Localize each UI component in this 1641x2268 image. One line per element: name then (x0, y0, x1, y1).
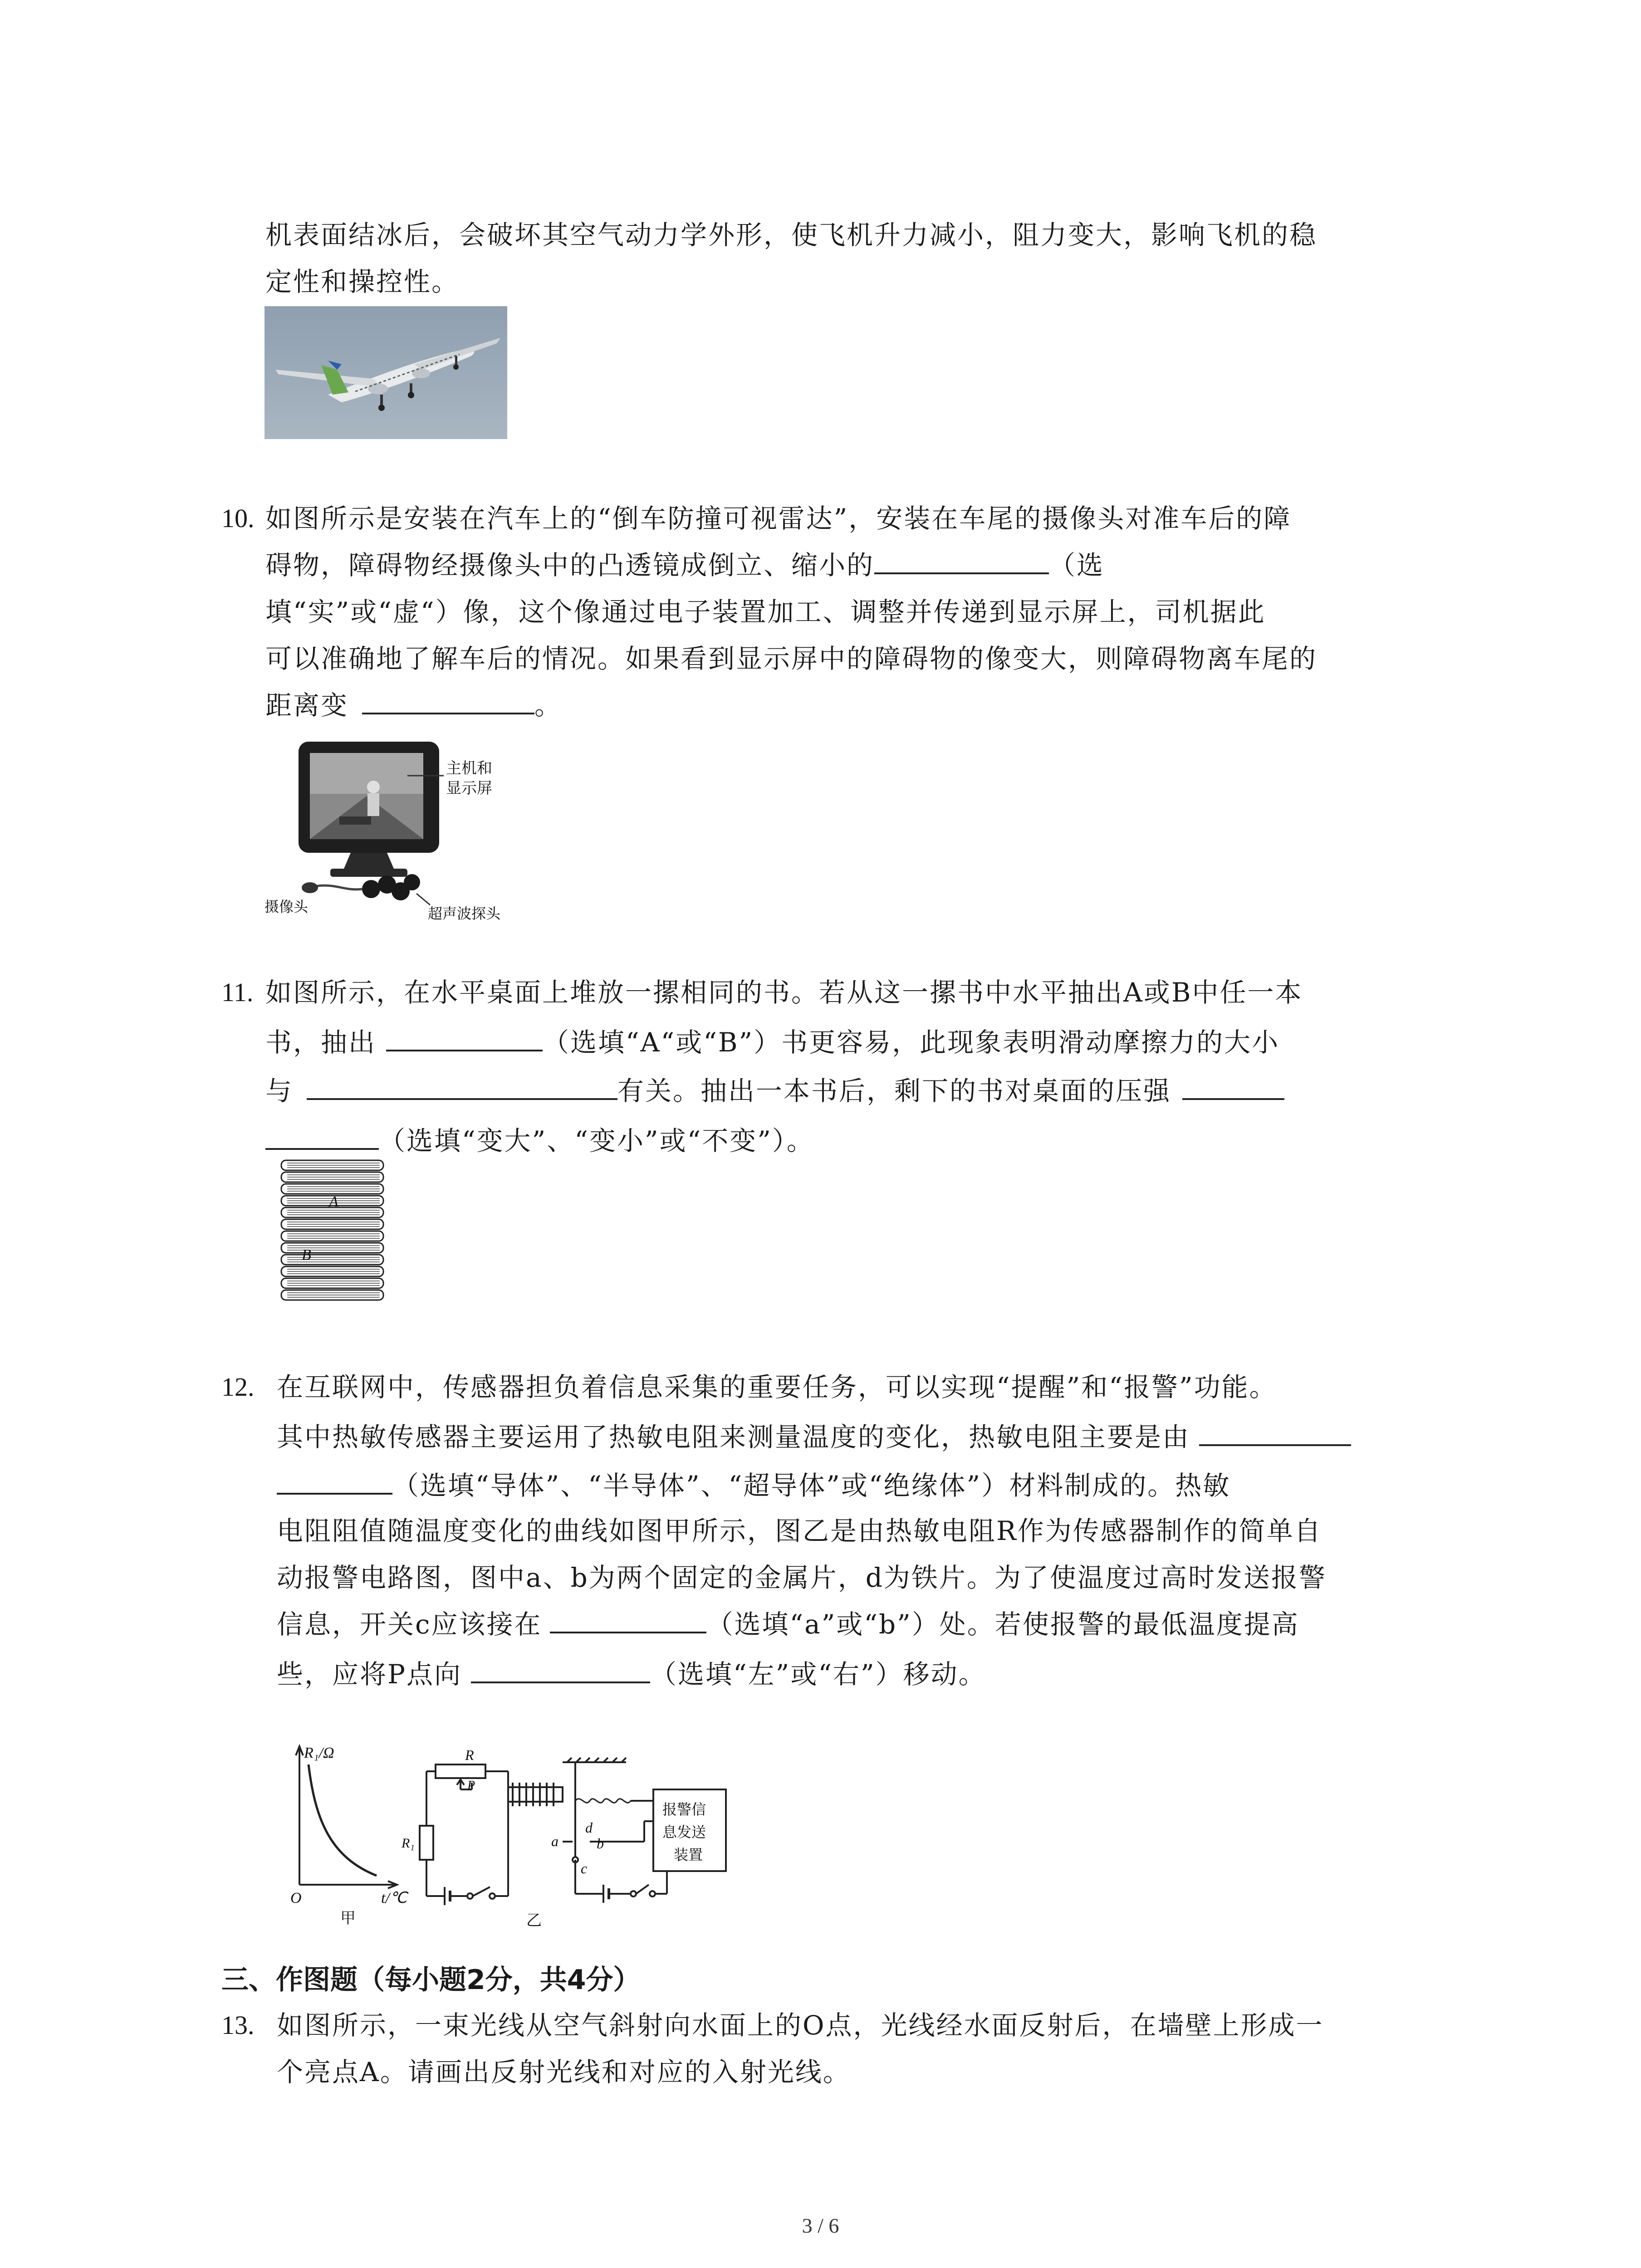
q11-line-2 (265, 1018, 1279, 1066)
radar-label-camera: 摄像头 (265, 898, 309, 915)
radar-label-monitor-1: 主机和 (446, 759, 492, 777)
q13-line-1: 如图所示，一束光线从空气斜射向水面上的O点，光线经水面反射后，在墙壁上形成一 (277, 2010, 1324, 2041)
circuit-label-d: d (585, 1819, 593, 1836)
thermistor-circuit-figure (272, 1740, 762, 1930)
q12-line-6 (277, 1600, 1299, 1648)
q12-line-3-text: （选填“导体”、“半导体”、“超导体”或“绝缘体”）材料制成的。热敏 (392, 1470, 1231, 1501)
book-stack-figure (274, 1157, 388, 1306)
q10-line-4: 可以准确地了解车后的情况。如果看到显示屏中的障碍物的像变大，则障碍物离车尾的 (265, 643, 1318, 674)
alarm-box-line-3: 装置 (674, 1846, 703, 1863)
q12-line-6-tail: （选填“a”或“b”）处。若使报警的最低温度提高 (706, 1609, 1299, 1640)
q13-line-2: 个亮点A。请画出反射光线和对应的入射光线。 (277, 2057, 851, 2087)
radar-label-probe: 超声波探头 (428, 905, 501, 922)
q12-blank-3[interactable] (471, 1654, 650, 1683)
q10-line-1: 如图所示是安装在汽车上的“倒车防撞可视雷达”，安装在车尾的摄像头对准车后的障 (265, 503, 1292, 534)
label-yi: 乙 (526, 1911, 542, 1930)
q12-line-7-tail: （选填“左”或“右”）移动。 (650, 1659, 986, 1690)
graph-origin-label: O (290, 1890, 302, 1906)
q12-line-3 (277, 1461, 1230, 1510)
book-stack (281, 1160, 383, 1300)
q9-line-1: 机表面结冰后，会破坏其空气动力学外形，使飞机升力减小，阻力变大，影响飞机的稳 (265, 220, 1318, 250)
q11-blank-2[interactable] (307, 1071, 617, 1100)
book-label-b: B (302, 1246, 311, 1263)
graph-x-axis-label: t/℃ (381, 1890, 407, 1906)
q10-line-2 (265, 541, 1104, 589)
q10-blank-1[interactable] (874, 545, 1049, 574)
airplane-photo (265, 306, 507, 439)
q10-line-5-text: 距离变 (265, 690, 349, 721)
q10-line-2-tail: （选 (1049, 550, 1105, 581)
q11-line-3-text: 与 (265, 1075, 294, 1106)
q12-blank-2[interactable] (550, 1604, 706, 1633)
reversing-radar-figure (262, 733, 521, 923)
q12-line-7 (277, 1650, 986, 1698)
radar-label-monitor-2: 显示屏 (446, 779, 492, 797)
q12-blank-1b[interactable] (277, 1466, 392, 1495)
q10-line-5 (265, 681, 562, 729)
q12-number: 12. (221, 1372, 255, 1402)
circuit-label-r1: R₁ (402, 1836, 415, 1851)
q11-line-4-text: （选填“变大”、“变小”或“不变”）。 (379, 1125, 814, 1156)
q11-line-2-text: 书，抽出 (265, 1027, 377, 1058)
q11-line-3 (265, 1067, 1284, 1115)
q12-line-2 (277, 1413, 1351, 1461)
circuit-label-b: b (597, 1835, 604, 1852)
q10-line-2-text: 碍物，障碍物经摄像头中的凸透镜成倒立、缩小的 (265, 550, 875, 581)
q9-line-2: 定性和操控性。 (265, 266, 460, 297)
q12-line-2-text: 其中热敏传感器主要运用了热敏电阻来测量温度的变化，热敏电阻主要是由 (277, 1422, 1190, 1452)
q10-blank-2[interactable] (362, 685, 534, 714)
graph-y-axis-label: R₁/Ω (304, 1745, 334, 1761)
q12-line-6-text: 信息，开关c应该接在 (277, 1609, 542, 1640)
q12-line-1: 在互联网中，传感器担负着信息采集的重要任务，可以实现“提醒”和“报警”功能。 (277, 1372, 1277, 1403)
q10-line-5-tail: 。 (534, 690, 563, 721)
page-number: 3 / 6 (802, 2214, 839, 2237)
q11-line-3-tail: 有关。抽出一本书后，剩下的书对桌面的压强 (617, 1075, 1171, 1106)
label-jia: 甲 (340, 1909, 356, 1927)
book-label-a: A (329, 1193, 338, 1210)
q13-number: 13. (221, 2010, 255, 2040)
q12-blank-1a[interactable] (1199, 1417, 1351, 1446)
q11-blank-1[interactable] (386, 1022, 543, 1051)
circuit-label-c: c (581, 1860, 588, 1877)
alarm-box-line-2: 息发送 (662, 1823, 706, 1841)
q11-blank-3b[interactable] (265, 1121, 379, 1150)
q10-line-3: 填“实”或“虚“）像，这个像通过电子装置加工、调整并传递到显示屏上，司机据此 (265, 596, 1266, 627)
q11-blank-3a[interactable] (1182, 1071, 1284, 1100)
q12-line-4: 电阻阻值随温度变化的曲线如图甲所示，图乙是由热敏电阻R作为传感器制作的简单自 (277, 1515, 1322, 1546)
q12-line-5: 动报警电路图，图中a、b为两个固定的金属片，d为铁片。为了使温度过高时发送报警 (277, 1562, 1327, 1593)
alarm-box-line-1: 报警信 (662, 1801, 706, 1818)
q12-line-7-text: 些，应将P点向 (277, 1659, 462, 1690)
q11-number: 11. (221, 978, 254, 1007)
circuit-label-p: P (467, 1779, 475, 1793)
q11-line-1: 如图所示，在水平桌面上堆放一摞相同的书。若从这一摞书中水平抽出A或B中任一本 (265, 977, 1303, 1008)
q11-line-2-tail: （选填“A“或“B”）书更容易，此现象表明滑动摩擦力的大小 (543, 1027, 1280, 1058)
circuit-label-r: R (465, 1747, 474, 1763)
circuit-label-a: a (551, 1833, 558, 1849)
thermistor-graph (296, 1746, 397, 1888)
q10-number: 10. (221, 503, 255, 533)
section-title: 三、作图题（每小题2分，共4分） (221, 1964, 641, 1996)
